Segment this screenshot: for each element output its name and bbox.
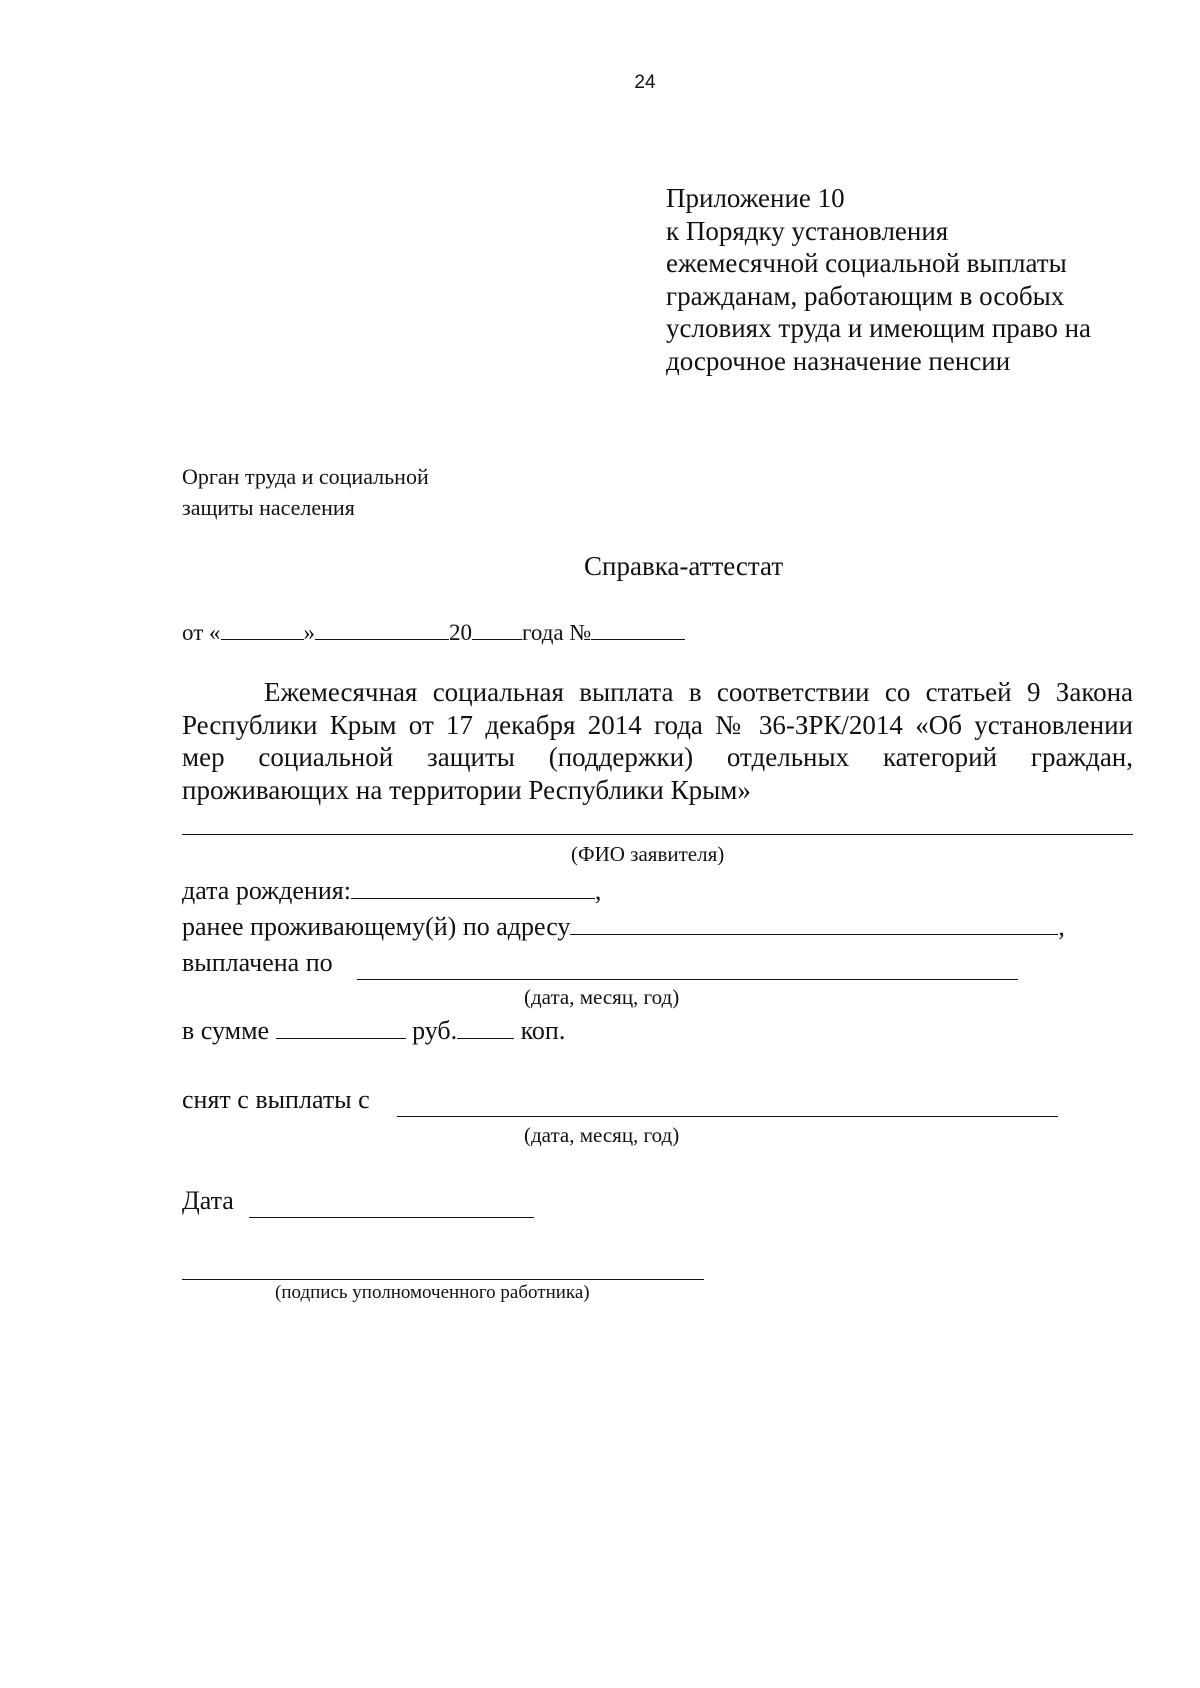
address-blank[interactable] (570, 914, 1058, 935)
appendix-line: досрочное назначение пенсии (666, 345, 1011, 376)
birth-date-label: дата рождения: (182, 876, 351, 905)
signature-blank[interactable] (182, 1279, 704, 1280)
authority-line: защиты населения (182, 495, 355, 520)
birth-date-blank[interactable] (351, 878, 595, 899)
date-close-quote: » (303, 620, 315, 645)
day-blank[interactable] (221, 619, 304, 640)
paragraph-line: проживающих на территории Республики Крым» (182, 774, 751, 805)
document-title: Справка-аттестат (584, 551, 784, 581)
fio-caption: (ФИО заявителя) (571, 842, 725, 866)
paid-until-row (182, 948, 333, 978)
fio-blank[interactable] (182, 834, 1133, 835)
kop-label: коп. (520, 1016, 566, 1045)
address-comma: , (1058, 912, 1065, 941)
month-blank[interactable] (315, 619, 449, 640)
issue-date-line (182, 619, 685, 646)
rub-blank[interactable] (276, 1018, 406, 1039)
date-label: Дата (182, 1186, 234, 1215)
date-blank[interactable] (249, 1217, 534, 1218)
paragraph-line: Республики Крым от 17 декабря 2014 года № 36-ЗРК/2014 «Об установлении (182, 709, 1133, 740)
removed-row (182, 1085, 370, 1115)
paragraph-line: Ежемесячная социальная выплата в соответствии со статьей 9 Закона (264, 677, 1133, 707)
authority-line: Орган труда и социальной (182, 464, 429, 489)
sum-label: в сумме (182, 1016, 270, 1045)
rub-label: руб. (412, 1016, 458, 1045)
paragraph-line: мер социальной защиты (поддержки) отдельных категорий граждан, (182, 742, 1133, 772)
appendix-line: к Порядку установления (666, 215, 949, 246)
date-from-label: от « (182, 620, 221, 645)
paid-until-blank[interactable] (357, 979, 1018, 980)
page-number: 24 (634, 72, 656, 93)
address-row (182, 912, 1065, 942)
number-blank[interactable] (591, 619, 685, 640)
year-prefix: 20 (449, 620, 472, 645)
kop-blank[interactable] (457, 1018, 514, 1039)
appendix-header (666, 182, 1091, 377)
removed-date-blank[interactable] (397, 1116, 1058, 1117)
date-row (182, 1186, 234, 1216)
year-blank[interactable] (472, 619, 522, 640)
paid-until-caption: (дата, месяц, год) (524, 985, 680, 1009)
address-label: ранее проживающему(й) по адресу (182, 912, 571, 941)
appendix-line: Приложение 10 (666, 183, 845, 213)
sum-row (182, 1016, 565, 1046)
appendix-line: ежемесячной социальной выплаты (666, 248, 1067, 278)
body-paragraph (182, 676, 1133, 806)
number-label: года № (522, 620, 592, 645)
paid-until-label: выплачена по (182, 948, 333, 977)
issuing-authority (182, 461, 429, 523)
birth-date-row (182, 876, 601, 906)
removed-date-caption: (дата, месяц, год) (524, 1123, 680, 1147)
removed-label: снят с выплаты с (182, 1085, 370, 1114)
appendix-line: гражданам, работающим в особых (666, 280, 1065, 311)
appendix-line: условиях труда и имеющим право на (666, 313, 1092, 343)
signature-caption: (подпись уполномоченного работника) (275, 1282, 590, 1303)
birth-date-comma: , (594, 876, 602, 905)
